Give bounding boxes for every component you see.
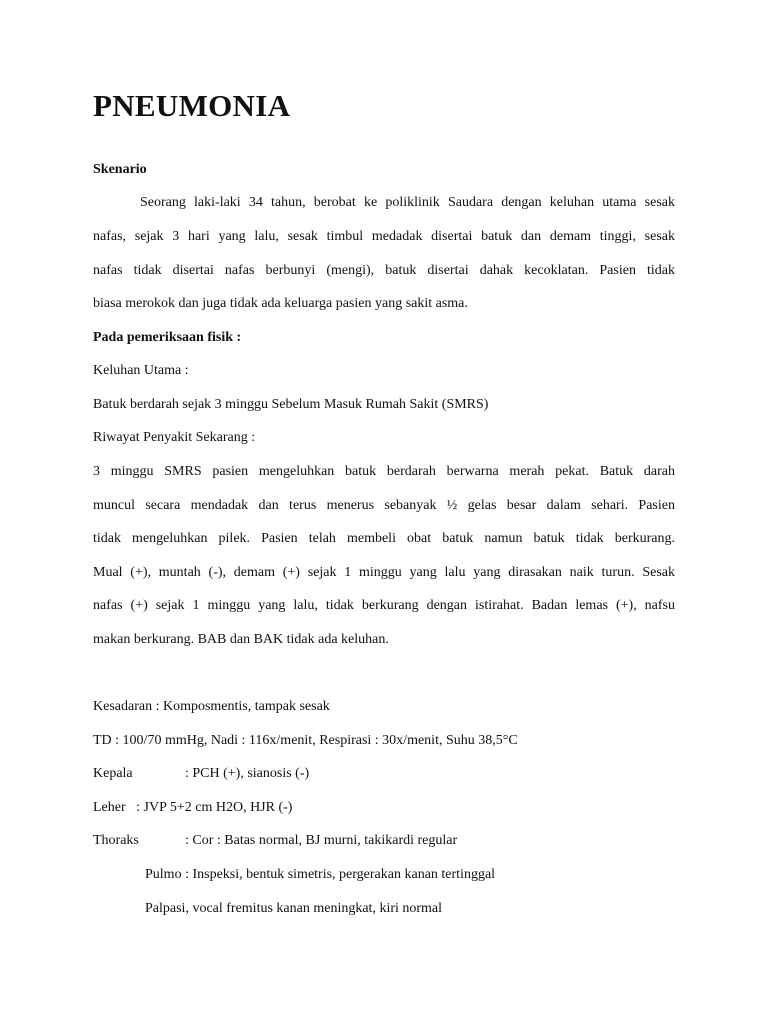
pulmo-text: Pulmo : Inspeksi, bentuk simetris, pergerakan kanan tertinggal bbox=[145, 867, 496, 882]
keluhan-label: Keluhan Utama : bbox=[93, 363, 189, 378]
palpasi-text: Palpasi, vocal fremitus kanan meningkat, kiri normal bbox=[145, 901, 443, 916]
thoraks-value: : Cor : Batas normal, BJ murni, takikardi regular bbox=[185, 833, 458, 848]
skenario-line-4: biasa merokok dan juga tidak ada keluarga pasien yang sakit asma. bbox=[93, 296, 468, 311]
vitals-text: TD : 100/70 mmHg, Nadi : 116x/menit, Respirasi : 30x/menit, Suhu 38,5°C bbox=[93, 733, 518, 748]
kepala-row bbox=[93, 765, 309, 783]
riwayat-line-6: makan berkurang. BAB dan BAK tidak ada keluhan. bbox=[93, 632, 389, 647]
riwayat-line-4: Mual (+), muntah (-), demam (+) sejak 1 minggu yang lalu yang dirasakan naik turun. Sesak bbox=[93, 565, 675, 580]
riwayat-line-3: tidak mengeluhkan pilek. Pasien telah membeli obat batuk namun batuk tidak berkurang. bbox=[93, 531, 675, 546]
skenario-line-2: nafas, sejak 3 hari yang lalu, sesak timbul medadak disertai batuk dan demam tinggi, sesak bbox=[93, 229, 675, 244]
thoraks-row bbox=[93, 832, 457, 850]
riwayat-line-5: nafas (+) sejak 1 minggu yang lalu, tidak berkurang dengan istirahat. Badan lemas (+), nafsu bbox=[93, 598, 675, 613]
skenario-heading: Skenario bbox=[93, 162, 147, 177]
skenario-line-3: nafas tidak disertai nafas berbunyi (mengi), batuk disertai dahak kecoklatan. Pasien tidak bbox=[93, 263, 675, 278]
kepala-value: : PCH (+), sianosis (-) bbox=[185, 766, 310, 781]
keluhan-text: Batuk berdarah sejak 3 minggu Sebelum Masuk Rumah Sakit (SMRS) bbox=[93, 397, 489, 412]
document-title: PNEUMONIA bbox=[93, 88, 291, 123]
skenario-line-1: Seorang laki-laki 34 tahun, berobat ke poliklinik Saudara dengan keluhan utama sesak bbox=[140, 195, 675, 210]
riwayat-line-1: 3 minggu SMRS pasien mengeluhkan batuk berdarah berwarna merah pekat. Batuk darah bbox=[93, 464, 675, 479]
exam-heading: Pada pemeriksaan fisik : bbox=[93, 330, 242, 345]
leher-text: Leher : JVP 5+2 cm H2O, HJR (-) bbox=[93, 800, 293, 815]
thoraks-label: Thoraks bbox=[93, 833, 139, 848]
riwayat-line-2: muncul secara mendadak dan terus menerus sebanyak ½ gelas besar dalam sehari. Pasien bbox=[93, 498, 675, 513]
riwayat-label: Riwayat Penyakit Sekarang : bbox=[93, 430, 256, 445]
kesadaran-text: Kesadaran : Komposmentis, tampak sesak bbox=[93, 699, 330, 714]
kepala-label: Kepala bbox=[93, 766, 133, 781]
